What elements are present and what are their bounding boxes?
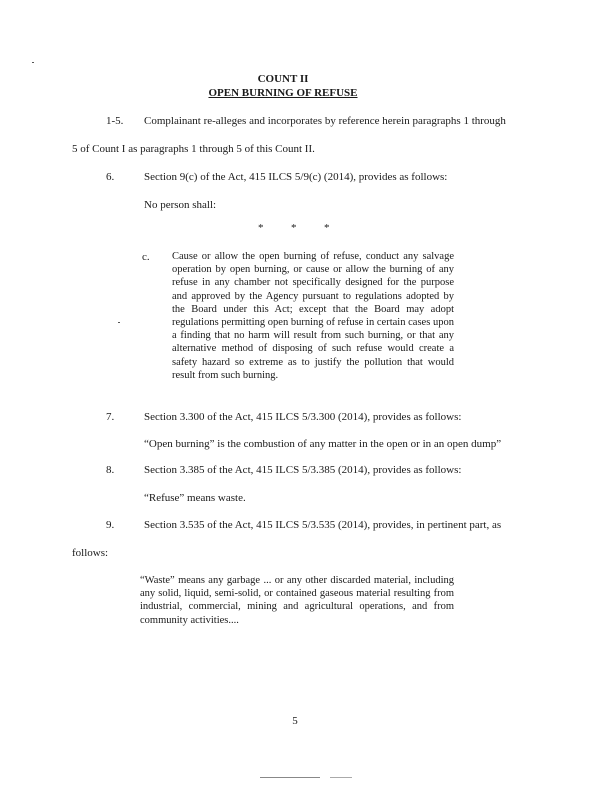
page-number: 5 (292, 715, 298, 727)
definition-quote: “Open burning” is the combustion of any matter in the open or in an open dump” (144, 438, 502, 450)
definition-quote: “Waste” means any garbage ... or any other discarded material, including any solid, liquid, semi-solid, or contained gaseous material resulting from industrial, commercial, mining and agricultural operations, and from community activities.... (140, 575, 454, 626)
section-title: OPEN BURNING OF REFUSE (208, 87, 358, 99)
paragraph-number: 6. (106, 171, 115, 183)
paragraph-text-continued: 5 of Count I as paragraphs 1 through 5 of this Count II. (72, 143, 315, 155)
paragraph-number: 8. (106, 464, 115, 476)
paragraph-text-continued: follows: (72, 547, 109, 559)
paragraph-text: Section 3.535 of the Act, 415 ILCS 5/3.535 (2014), provides, in pertinent part, as (144, 519, 502, 531)
ellipsis-stars: * * * (258, 222, 330, 234)
scan-artifact-line (330, 777, 352, 778)
paragraph-number: 9. (106, 519, 115, 531)
paragraph-text: Complainant re-alleges and incorporates by reference herein paragraphs 1 through (144, 115, 506, 127)
paragraph-number: 1-5. (106, 115, 124, 127)
paragraph-text: Section 3.385 of the Act, 415 ILCS 5/3.385 (2014), provides as follows: (144, 464, 462, 476)
definition-quote: “Refuse” means waste. (144, 492, 246, 504)
scan-speck (32, 62, 34, 63)
paragraph-text: Section 9(c) of the Act, 415 ILCS 5/9(c) (2014), provides as follows: (144, 171, 448, 183)
list-item-label: c. (142, 251, 150, 263)
scan-speck (118, 322, 120, 323)
scan-artifact-line (260, 777, 320, 778)
paragraph-number: 7. (106, 411, 115, 423)
paragraph-text: Section 3.300 of the Act, 415 ILCS 5/3.300 (2014), provides as follows: (144, 411, 462, 423)
quote-intro: No person shall: (144, 199, 217, 211)
count-heading: COUNT II (257, 73, 309, 85)
statute-quote: Cause or allow the open burning of refuse, conduct any salvage operation by open burning, or cause or allow the burning of any refuse in any chamber not specifically designed for the purpose and approved by the Agency pursuant to regulations adopted by the Board under this Act; except that the Board may adopt regulations permitting open burning of refuse in certain cases upon a finding that no harm will result from such burning, or that any alternative method of disposing of such refuse would create a safety hazard so extreme as to justify the pollution that would result from such burning. (172, 251, 454, 381)
